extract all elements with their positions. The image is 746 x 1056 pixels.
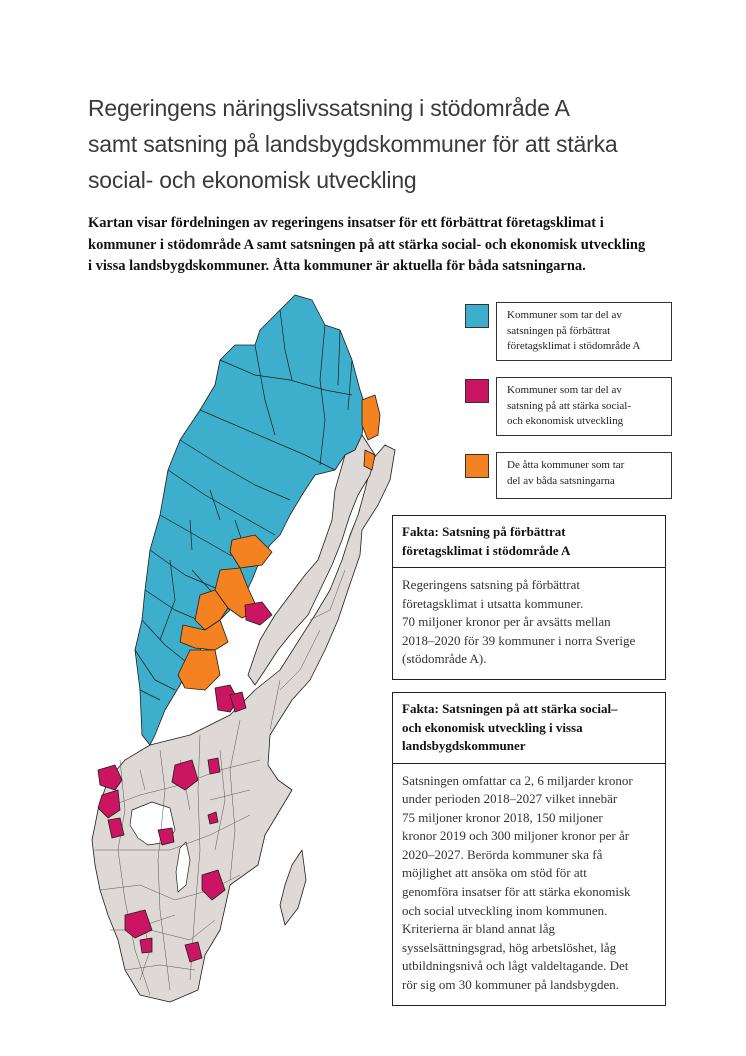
fact-heading-line: Fakta: Satsningen på att stärka social– xyxy=(402,701,618,716)
fact-heading-line: företagsklimat i stödområde A xyxy=(402,542,571,558)
legend-line: satsningen på förbättrat xyxy=(507,324,611,337)
fact-line: rör sig om 30 kommuner på landsbygden. xyxy=(402,977,619,993)
fact-line: kronor 2019 och 300 miljoner kronor per år xyxy=(402,828,630,844)
legend-line: del av båda satsningarna xyxy=(507,474,615,487)
legend-line: De åtta kommuner som tar xyxy=(507,459,625,471)
legend-label xyxy=(496,452,672,499)
page-title xyxy=(88,90,708,198)
legend-label xyxy=(496,377,672,436)
municipality-social xyxy=(140,938,152,953)
fact-line: och social utveckling inom kommunen. xyxy=(402,902,608,918)
fact-heading-line: och ekonomisk utveckling i vissa xyxy=(402,719,583,735)
region-gotland xyxy=(280,850,306,925)
fact-line: genomföra insatser för att stärka ekonomisk xyxy=(402,884,631,900)
title-line: samt satsning på landsbygdskommuner för att stärka xyxy=(88,131,618,157)
legend-line: och ekonomisk utveckling xyxy=(507,415,624,427)
legend-item-blue xyxy=(465,302,671,358)
fact-box-landsbygd xyxy=(392,692,666,1006)
legend-item-magenta xyxy=(465,377,671,433)
legend-line: företagsklimat i stödområde A xyxy=(507,340,641,352)
legend-swatch-orange xyxy=(465,454,489,478)
legend-line: Kommuner som tar del av xyxy=(507,309,622,321)
fact-line: sysselsättningsgrad, hög arbetslöshet, låg xyxy=(402,939,617,955)
legend-item-orange xyxy=(465,452,671,497)
fact-heading-line: Fakta: Satsning på förbättrat xyxy=(402,524,566,539)
legend-label xyxy=(496,302,672,361)
legend-swatch-magenta xyxy=(465,379,489,403)
fact-line: Kriterierna är bland annat låg xyxy=(402,921,556,937)
fact-line: företagsklimat i utsatta kommuner. xyxy=(402,595,584,611)
fact-box-stodomrade xyxy=(392,515,666,680)
sweden-map xyxy=(80,290,410,1020)
fact-body xyxy=(393,568,665,679)
fact-line: 2020–2027. Berörda kommuner ska få xyxy=(402,846,603,862)
fact-heading-line: landsbygdskommuner xyxy=(402,738,526,753)
fact-line: 70 miljoner kronor per år avsätts mellan xyxy=(402,614,611,630)
municipality-both xyxy=(362,395,380,440)
legend-swatch-blue xyxy=(465,304,489,328)
municipality-social xyxy=(208,758,220,774)
legend-line: satsning på att stärka social- xyxy=(507,399,632,412)
fact-line: Satsningen omfattar ca 2, 6 miljarder kronor xyxy=(402,772,633,788)
title-line: social- och ekonomisk utveckling xyxy=(88,167,417,193)
fact-line: 2018–2020 för 39 kommuner i norra Sverige xyxy=(402,632,636,648)
intro-text: Kartan visar fördelningen av regeringens insatser för ett förbättrat företagsklimat i kommuner i stödområde A samt satsningen på att stärka social- och ekonomisk utveckling i vissa landsbygdskommuner. Åtta kommuner är aktuella för båda satsningarna. xyxy=(88,215,646,274)
fact-line: utbildningsnivå och lågt valdeltagande. Det xyxy=(402,958,629,974)
fact-heading xyxy=(393,516,665,568)
legend-line: Kommuner som tar del av xyxy=(507,384,622,396)
fact-line: under perioden 2018–2027 vilket innebär xyxy=(402,791,618,807)
fact-line: 75 miljoner kronor 2018, 150 miljoner xyxy=(402,809,603,825)
fact-heading xyxy=(393,693,665,764)
fact-line: Regeringens satsning på förbättrat xyxy=(402,577,580,592)
municipality-social xyxy=(245,602,272,625)
title-line: Regeringens näringslivssatsning i stödområde A xyxy=(88,95,570,121)
fact-line: möjlighet att ansöka om stöd för att xyxy=(402,865,587,881)
fact-body xyxy=(393,764,665,1005)
fact-line: (stödområde A). xyxy=(402,651,487,667)
